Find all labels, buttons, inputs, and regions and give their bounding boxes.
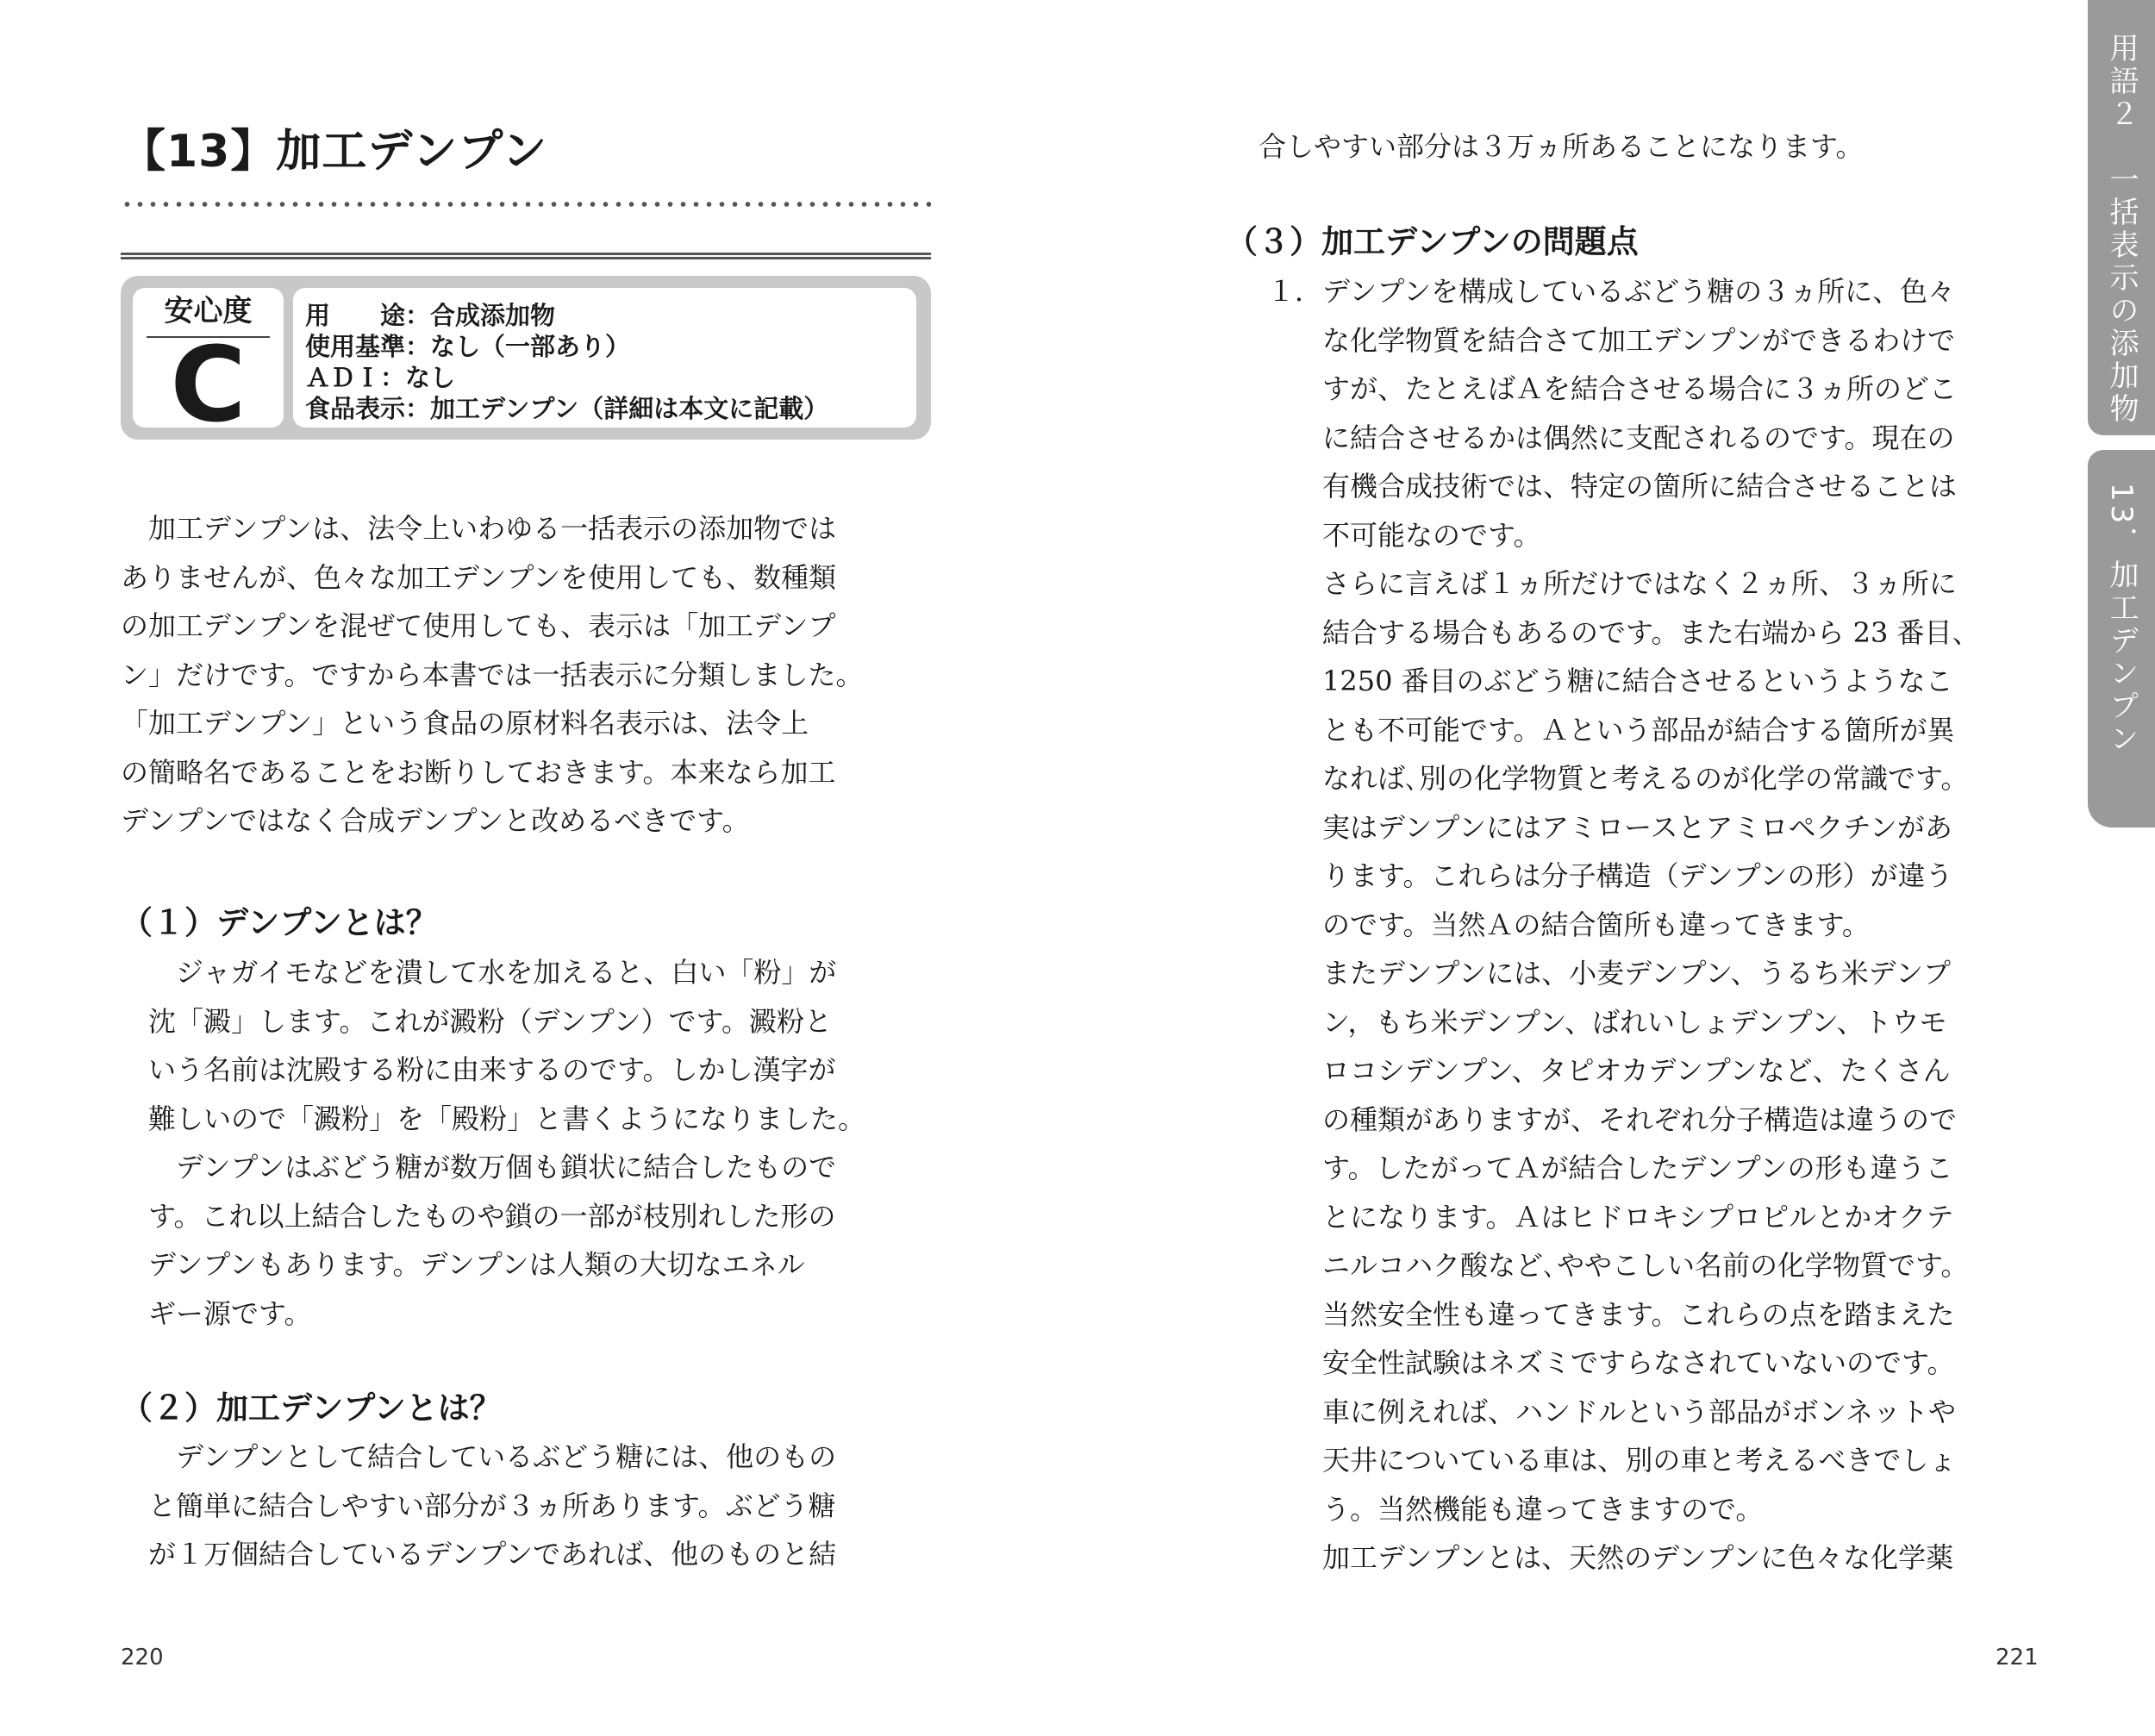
- page-number: 221: [1996, 1645, 2039, 1670]
- right-page: [1078, 0, 2155, 1736]
- section-3-item-1: [1267, 267, 1980, 1583]
- text-line: デンプンとして結合しているぶどう糖には、他のもの: [148, 1440, 837, 1473]
- page-number: 220: [121, 1645, 164, 1670]
- spec-panel: [293, 288, 916, 428]
- text-line: ロコシデンプン、タピオカデンプンなど、たくさん: [1267, 1054, 1951, 1087]
- double-rule: [121, 253, 931, 259]
- safety-grade-panel: [133, 288, 284, 446]
- text-line: に結合させるかは偶然に支配されるのです。現在の: [1267, 421, 1955, 454]
- text-line: １．デンプンを構成しているぶどう糖の３ヵ所に、色々: [1267, 275, 1956, 308]
- text-line: いう名前は沈殿する粉に由来するのです。しかし漢字が: [148, 1053, 836, 1086]
- section-2-body: [148, 1433, 836, 1579]
- text-line: う。当然機能も違ってきますので。: [1267, 1492, 1764, 1526]
- text-line: デンプンはぶどう糖が数万個も鎖状に結合したもので: [148, 1151, 837, 1183]
- text-line: す。したがってＡが結合したデンプンの形も違うこ: [1267, 1152, 1953, 1184]
- text-line: 「加工デンプン」という食品の原材料名表示は、法令上: [121, 707, 809, 740]
- section-2-heading: （２）加工デンプンとは？: [121, 1389, 502, 1427]
- continuation-line: 合しやすい部分は３万ヵ所あることになります。: [1259, 130, 1864, 163]
- spec-adi: ＡＤＩ：なし: [305, 363, 456, 392]
- text-line: なれば､別の化学物質と考えるのが化学の常識です。: [1267, 762, 1969, 795]
- text-line: な化学物質を結合さて加工デンプンができるわけで: [1267, 323, 1956, 357]
- text-line: 結合する場合もあるのです。また右端から 23 番目、: [1267, 615, 1980, 649]
- text-line: ン」だけです。ですから本書では一括表示に分類しました。: [121, 658, 864, 691]
- text-line: 天井についている車は、別の車と考えるべきでしょ: [1267, 1444, 1957, 1477]
- text-line: の種類がありますが、それぞれ分子構造は違うので: [1267, 1102, 1958, 1136]
- intro-paragraph: [121, 504, 863, 846]
- text-line: 安全性試験はネズミですらなされていないのです。: [1267, 1346, 1955, 1379]
- text-line: 沈「澱」します。これが澱粉（デンプン）です。澱粉と: [148, 1004, 832, 1038]
- text-line: と簡単に結合しやすい部分が３ヵ所あります。ぶどう糖: [148, 1489, 836, 1522]
- dotted-rule: [121, 201, 931, 208]
- item-index-tab[interactable]: 13．加工デンプン: [2088, 450, 2155, 827]
- safety-grade-label: 安心度: [164, 294, 253, 328]
- text-line: 1250 番目のぶどう糖に結合させるというようなこ: [1267, 665, 1953, 697]
- text-line: ン，もち米デンプン、ばれいしょデンプン、トウモ: [1267, 1005, 1947, 1039]
- text-line: さらに言えば１ヵ所だけではなく２ヵ所、３ヵ所に: [1267, 567, 1958, 600]
- text-line: 当然安全性も違ってきます。これらの点を踏まえた: [1267, 1297, 1955, 1331]
- spec-usage: 用 途：合成添加物: [305, 301, 556, 330]
- text-line: 有機合成技術では、特定の箇所に結合させることは: [1267, 470, 1958, 503]
- text-line: とも不可能です。Ａという部品が結合する箇所が異: [1267, 713, 1955, 746]
- text-line: 加工デンプンとは、天然のデンプンに色々な化学薬: [1267, 1541, 1954, 1574]
- section-index-tab[interactable]: 用語２ 一括表示の添加物: [2088, 0, 2155, 435]
- chapter-title: 【13】加工デンプン: [121, 126, 548, 178]
- text-line: の簡略名であることをお断りしておきます。本来なら加工: [121, 755, 836, 789]
- section-1-heading: （１）デンプンとは？: [121, 904, 438, 941]
- spec-usage-standard: 使用基準：なし（一部あり）: [305, 332, 631, 361]
- text-line: ります。これらは分子構造（デンプンの形）が違う: [1267, 859, 1953, 892]
- text-line: 車に例えれば、ハンドルという部品がボンネットや: [1267, 1395, 1957, 1428]
- text-line: ジャガイモなどを潰して水を加えると、白い「粉」が: [148, 956, 837, 989]
- safety-info-box: [121, 276, 931, 446]
- text-line: 実はデンプンにはアミロースとアミロペクチンがあ: [1267, 810, 1952, 844]
- safety-grade-value: C: [170, 326, 247, 446]
- spec-food-labeling: 食品表示：加工デンプン（詳細は本文に記載）: [305, 394, 829, 423]
- text-line: 不可能なのです。: [1267, 518, 1541, 552]
- section-1-body: [148, 948, 865, 1338]
- spec-list: [305, 300, 828, 424]
- text-line: の加工デンプンを混ぜて使用しても、表示は「加工デンプ: [121, 609, 836, 642]
- text-line: とになります。Ａはヒドロキシプロピルとかオクテ: [1267, 1200, 1954, 1233]
- text-line: のです。当然Ａの結合箇所も違ってきます。: [1267, 908, 1870, 941]
- text-line: またデンプンには、小麦デンプン、うるち米デンプ: [1267, 957, 1951, 990]
- text-line: 難しいので「澱粉」を「殿粉」と書くようになりました。: [148, 1102, 866, 1135]
- text-line: 加工デンプンは、法令上いわゆる一括表示の添加物では: [121, 512, 837, 545]
- text-line: が１万個結合しているデンプンであれば、他のものと結: [148, 1538, 837, 1571]
- text-line: デンプンもあります。デンプンは人類の大切なエネル: [148, 1248, 805, 1281]
- text-line: すが、たとえばＡを結合させる場合に３ヵ所のどこ: [1267, 372, 1958, 405]
- text-line: ありませんが、色々な加工デンプンを使用しても、数種類: [121, 560, 837, 594]
- text-line: ギー源です。: [148, 1296, 312, 1330]
- text-line: ニルコハク酸など､ややこしい名前の化学物質です。: [1267, 1249, 1969, 1282]
- section-3-heading: （３）加工デンプンの問題点: [1226, 223, 1639, 260]
- text-line: デンプンではなく合成デンプンと改めるべきです。: [121, 804, 750, 837]
- text-line: す。これ以上結合したものや鎖の一部が枝別れした形の: [148, 1199, 836, 1233]
